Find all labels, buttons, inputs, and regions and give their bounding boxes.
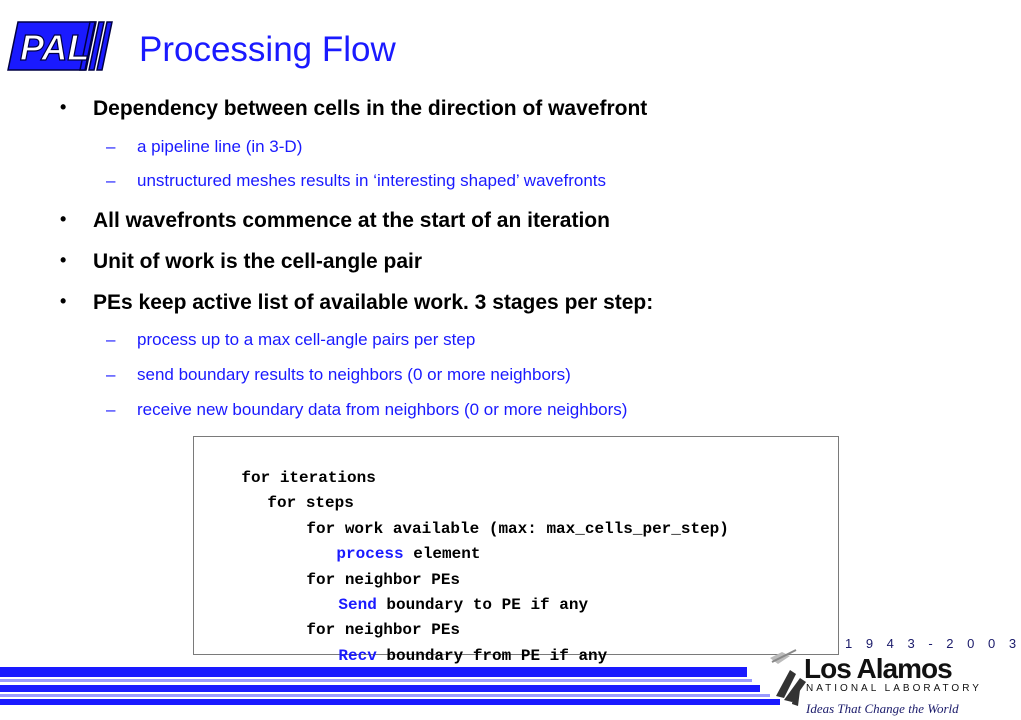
bullet-item	[60, 97, 648, 121]
sub-bullet-text: unstructured meshes results in ‘interesting shaped’ wavefronts	[137, 171, 606, 190]
code-text: boundary from PE if any	[376, 647, 608, 665]
bullet-icon: •	[60, 209, 67, 229]
code-text: for work available (max: max_cells_per_step)	[306, 520, 729, 538]
sub-bullet-item	[106, 365, 571, 385]
code-text: for steps	[267, 494, 354, 512]
page-title: Processing Flow	[139, 30, 396, 69]
sub-bullet-dash: –	[106, 171, 116, 190]
code-text: for iterations	[241, 469, 376, 487]
bullet-item	[60, 291, 654, 315]
code-text: element	[403, 545, 481, 563]
pseudocode-box	[193, 436, 839, 665]
sub-bullet-item	[106, 171, 606, 191]
bullet-item	[60, 209, 610, 233]
sub-bullet-text: process up to a max cell-angle pairs per step	[137, 330, 476, 349]
bullet-icon: •	[60, 97, 67, 117]
anniversary-text: 1 9 4 3 - 2 0 0 3	[845, 636, 1021, 651]
code-keyword: process	[336, 545, 404, 563]
bullet-text: All wavefronts commence at the start of an iteration	[93, 209, 610, 232]
bullet-text: PEs keep active list of available work. 3 stages per step:	[93, 291, 654, 314]
sub-bullet-dash: –	[106, 365, 116, 384]
footer-stripe	[0, 694, 770, 697]
code-keyword: Send	[338, 596, 377, 614]
pal-logo	[4, 14, 112, 76]
sub-bullet-item	[106, 400, 628, 420]
bullet-text: Dependency between cells in the direction of wavefront	[93, 97, 648, 120]
sub-bullet-text: send boundary results to neighbors (0 or more neighbors)	[137, 365, 571, 384]
sub-bullet-dash: –	[106, 330, 116, 349]
sub-bullet-item	[106, 330, 476, 350]
sub-bullet-text: receive new boundary data from neighbors (0 or more neighbors)	[137, 400, 628, 419]
footer-stripe	[0, 679, 752, 682]
sub-bullet-item	[106, 137, 303, 157]
code-keyword: Recv	[338, 647, 377, 665]
bullet-item	[60, 250, 423, 274]
code-text: for neighbor PEs	[306, 571, 461, 589]
footer-stripe	[0, 699, 780, 705]
sub-bullet-dash: –	[106, 137, 116, 156]
org-subtitle: NATIONAL LABORATORY	[806, 683, 982, 694]
pal-logo-text: PAL	[20, 27, 90, 68]
footer-stripe	[0, 667, 747, 677]
code-text: boundary to PE if any	[376, 596, 589, 614]
bullet-text: Unit of work is the cell-angle pair	[93, 250, 423, 273]
org-tagline: Ideas That Change the World	[806, 701, 959, 716]
footer-stripe	[0, 685, 760, 692]
bullet-icon: •	[60, 291, 67, 311]
bullet-icon: •	[60, 250, 67, 270]
sub-bullet-text: a pipeline line (in 3-D)	[137, 137, 303, 156]
code-text: for neighbor PEs	[306, 621, 461, 639]
org-name: Los Alamos	[804, 653, 952, 684]
sub-bullet-dash: –	[106, 400, 116, 419]
